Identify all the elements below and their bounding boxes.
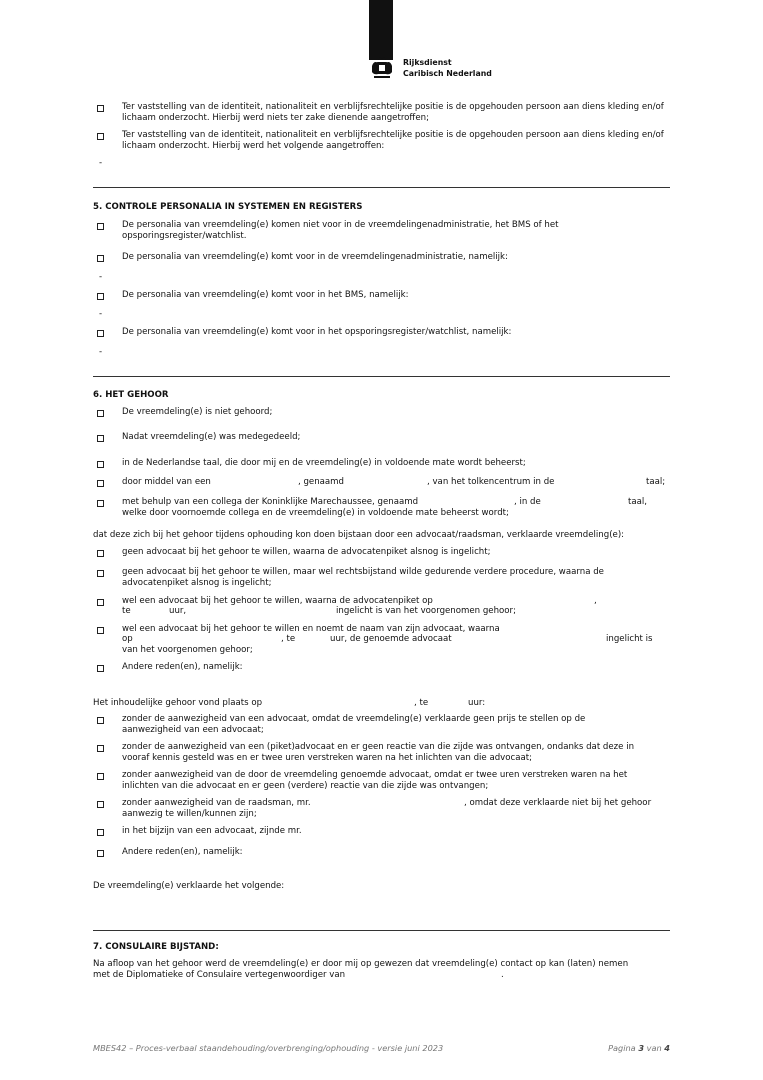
identity-nothing-found-text: Ter vaststelling van de identiteit, nationaliteit en verblijfsrechtelijke positie is de opgehouden persoon aan diens kleding en/of lichaam onderzocht. Hierbij werd niets ter zake dienende aangetroffen; xyxy=(122,102,664,123)
section-divider xyxy=(93,187,670,188)
section-6-title: 6. HET GEHOOR xyxy=(93,390,169,400)
lawyer-option-4-line3: van het voorgenomen gehoor; xyxy=(122,645,253,655)
checkbox-identity-found[interactable] xyxy=(97,133,104,140)
lawyer-option-4-te: , te xyxy=(281,634,296,644)
hearing-uur-text: uur: xyxy=(468,698,486,708)
hearing-place-text: Het inhoudelijke gehoor vond plaats op xyxy=(93,698,263,708)
hearing-te-text: , te xyxy=(414,698,429,708)
checkbox-lawyer-option-3[interactable] xyxy=(97,599,104,606)
section-7-title: 7. CONSULAIRE BIJSTAND: xyxy=(93,942,219,952)
interpreter-text-c: , van het tolkencentrum in de xyxy=(427,477,555,487)
lawyer-option-2-line1: geen advocaat bij het gehoor te willen, maar wel rechtsbijstand wilde gedurende verdere procedure, waarna de xyxy=(122,567,604,577)
statement-text: De vreemdeling(e) verklaarde het volgende: xyxy=(93,881,285,891)
personalia-not-found-text: De personalia van vreemdeling(e) komen niet voor in de vreemdelingenadministratie, het BMS of het opsporingsregister/watchlist. xyxy=(122,220,559,241)
personalia-watchlist-text: De personalia van vreemdeling(e) komt voor in het opsporingsregister/watchlist, namelijk: xyxy=(122,327,512,337)
checkbox-hearing-other-reasons[interactable] xyxy=(97,850,104,857)
lawyer-option-4-end: ingelicht is xyxy=(606,634,653,644)
lawyer-option-2-line2: advocatenpiket alsnog is ingelicht; xyxy=(122,578,272,588)
checkbox-personalia-vreemdelingenadministratie[interactable] xyxy=(97,255,104,262)
checkbox-personalia-not-found[interactable] xyxy=(97,223,104,230)
hearing-option-3-line2: inlichten van die advocaat en er geen (verdere) reactie van die zijde was ontvangen; xyxy=(122,781,489,791)
not-heard-text: De vreemdeling(e) is niet gehoord; xyxy=(122,407,273,417)
checkbox-hearing-no-response[interactable] xyxy=(97,745,104,752)
lawyer-option-4-op: op xyxy=(122,634,133,644)
lawyer-option-3-tail: ingelicht is van het voorgenomen gehoor; xyxy=(336,606,516,616)
checkbox-informed[interactable] xyxy=(97,435,104,442)
checkbox-hearing-raadsman-absent[interactable] xyxy=(97,801,104,808)
checkbox-identity-nothing-found[interactable] xyxy=(97,105,104,112)
lawyer-option-3-comma: , xyxy=(594,596,597,606)
hearing-option-2-line1: zonder de aanwezigheid van een (piket)advocaat en er geen reactie van die zijde was ontvangen, ondanks dat deze in xyxy=(122,742,635,752)
checkbox-interpreter[interactable] xyxy=(97,480,104,487)
page-current: 3 xyxy=(638,1043,645,1053)
lawyer-option-4-line1: wel een advocaat bij het gehoor te willen en noemt de naam van zijn advocaat, waarna xyxy=(122,624,500,634)
logo-bar xyxy=(369,0,393,60)
hearing-with-lawyer-text: in het bijzijn van een advocaat, zijnde mr. xyxy=(122,826,302,836)
consular-text-line1: Na afloop van het gehoor werd de vreemdeling(e) er door mij op gewezen dat vreemdeling(e) contact op kan (laten) nemen xyxy=(93,959,629,969)
marechaussee-text-line2: welke door voornoemde collega en de vreemdeling(e) in voldoende mate beheerst wordt; xyxy=(122,508,509,518)
personalia-bms-text: De personalia van vreemdeling(e) komt voor in het BMS, namelijk: xyxy=(122,290,409,300)
interpreter-text-b: , genaamd xyxy=(298,477,345,487)
lawyer-option-3-line1: wel een advocaat bij het gehoor te willen, waarna de advocatenpiket op xyxy=(122,596,433,606)
lawyer-intro-text: dat deze zich bij het gehoor tijdens ophouding kon doen bijstaan door een advocaat/raadsman, verklaarde vreemdeling(e): xyxy=(93,530,625,540)
raadsman-text-line2: aanwezig te willen/kunnen zijn; xyxy=(122,809,257,819)
hearing-option-2-line2: vooraf kennis gesteld was en er twee uren verstreken waren na het inlichten van die advocaat; xyxy=(122,753,533,763)
hearing-other-reasons-text: Andere reden(en), namelijk: xyxy=(122,847,243,857)
section-divider xyxy=(93,376,670,377)
marechaussee-text-b: , in de xyxy=(514,497,541,507)
org-line-2: Caribisch Nederland xyxy=(403,68,492,78)
footer-page-number xyxy=(608,1043,670,1053)
checkbox-hearing-with-lawyer[interactable] xyxy=(97,829,104,836)
hearing-option-1-line2: aanwezigheid van een advocaat; xyxy=(122,725,264,735)
checkbox-marechaussee[interactable] xyxy=(97,500,104,507)
lawyer-option-3-uur: uur, xyxy=(169,606,187,616)
consular-text-period: . xyxy=(501,970,504,980)
of-word: van xyxy=(646,1043,662,1053)
section-divider xyxy=(93,930,670,931)
list-dash: - xyxy=(99,347,103,357)
interpreter-text-d: taal; xyxy=(646,477,666,487)
checkbox-lawyer-other-reasons[interactable] xyxy=(97,665,104,672)
dutch-language-text: in de Nederlandse taal, die door mij en de vreemdeling(e) in voldoende mate wordt beheerst; xyxy=(122,458,526,468)
lawyer-other-reasons-text: Andere reden(en), namelijk: xyxy=(122,662,243,672)
checkbox-dutch-language[interactable] xyxy=(97,461,104,468)
list-dash: - xyxy=(99,309,103,319)
personalia-admin-text: De personalia van vreemdeling(e) komt voor in de vreemdelingenadministratie, namelijk: xyxy=(122,252,508,262)
consular-text-line2: met de Diplomatieke of Consulaire vertegenwoordiger van xyxy=(93,970,346,980)
lawyer-option-3-te: te xyxy=(122,606,131,616)
checkbox-hearing-no-lawyer[interactable] xyxy=(97,717,104,724)
informed-text: Nadat vreemdeling(e) was medegedeeld; xyxy=(122,432,301,442)
interpreter-text-a: door middel van een xyxy=(122,477,211,487)
checkbox-hearing-named-lawyer-absent[interactable] xyxy=(97,773,104,780)
identity-found-text: Ter vaststelling van de identiteit, nationaliteit en verblijfsrechtelijke positie is de opgehouden persoon aan diens kleding en/of lichaam onderzocht. Hierbij werd het volgende aangetroffen: xyxy=(122,130,664,151)
page-total: 4 xyxy=(664,1043,670,1053)
lawyer-option-4-mid: uur, de genoemde advocaat xyxy=(330,634,452,644)
lawyer-option-1-text: geen advocaat bij het gehoor te willen, waarna de advocatenpiket alsnog is ingelicht; xyxy=(122,547,491,557)
raadsman-text-a: zonder aanwezigheid van de raadsman, mr. xyxy=(122,798,311,808)
checkbox-lawyer-option-2[interactable] xyxy=(97,570,104,577)
org-line-1: Rijksdienst xyxy=(403,58,452,67)
checkbox-personalia-watchlist[interactable] xyxy=(97,330,104,337)
marechaussee-text-c: taal, xyxy=(628,497,648,507)
checkbox-lawyer-option-1[interactable] xyxy=(97,550,104,557)
list-dash: - xyxy=(99,272,103,282)
list-dash: - xyxy=(99,158,103,168)
section-5-title: 5. CONTROLE PERSONALIA IN SYSTEMEN EN REGISTERS xyxy=(93,202,363,212)
marechaussee-text-a: met behulp van een collega der Koninklijke Marechaussee, genaamd xyxy=(122,497,419,507)
checkbox-lawyer-option-4[interactable] xyxy=(97,627,104,634)
raadsman-text-b: , omdat deze verklaarde niet bij het gehoor xyxy=(464,798,652,808)
hearing-option-3-line1: zonder aanwezigheid van de door de vreemdeling genoemde advocaat, omdat er twee uren verstreken waren na het xyxy=(122,770,628,780)
checkbox-personalia-bms[interactable] xyxy=(97,293,104,300)
footer-document-id: MBES42 – Proces-verbaal staandehouding/overbrenging/ophouding - versie juni 2023 xyxy=(93,1043,444,1053)
page-word: Pagina xyxy=(608,1043,636,1053)
checkbox-not-heard[interactable] xyxy=(97,410,104,417)
coat-of-arms-logo xyxy=(370,56,394,80)
organization-name xyxy=(403,58,492,79)
hearing-option-1-line1: zonder de aanwezigheid van een advocaat, omdat de vreemdeling(e) verklaarde geen prijs te stellen op de xyxy=(122,714,586,724)
